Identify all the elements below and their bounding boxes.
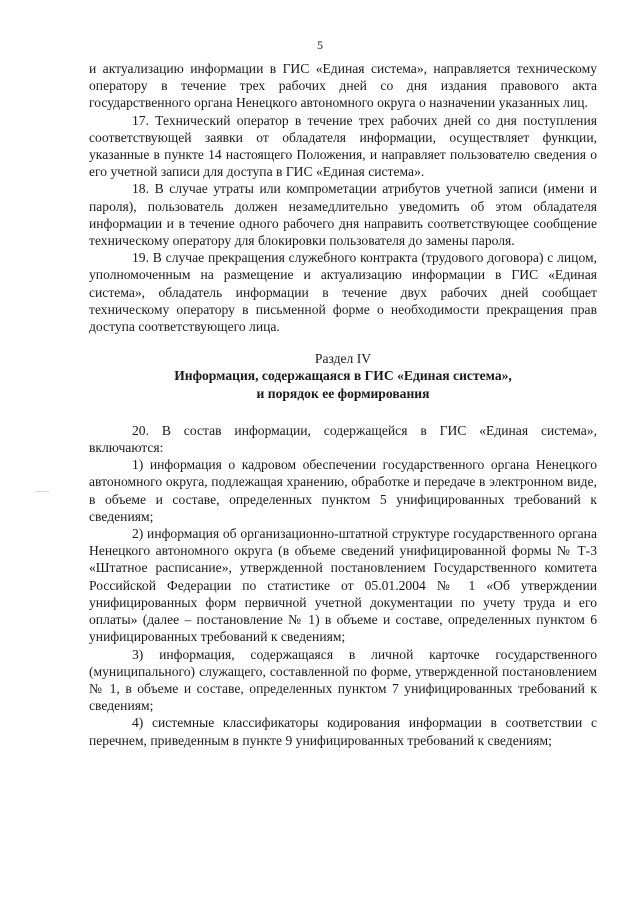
paragraph: 18. В случае утраты или компрометации атрибутов учетной записи (имени и пароля), пользователь должен незамедлительно уведомить об этом обладателя информации и в течение одного рабочего дня направить соответствующее сообщение техническому оператору для блокировки пользователя до замены пароля. bbox=[89, 181, 597, 249]
section-heading-line2: и порядок ее формирования bbox=[256, 385, 430, 401]
paragraph: 1) информация о кадровом обеспечении государственного органа Ненецкого автономного округа, подлежащая хранению, обработке и передаче в электронном виде, в объеме и составе, определенных пунктом 5 унифицированных требований к сведениям; bbox=[89, 457, 597, 524]
paragraphs-after-section bbox=[89, 422, 597, 749]
paragraph: 17. Технический оператор в течение трех рабочих дней со дня поступления соответствующей заявки от обладателя информации, осуществляет функции, указанные в пункте 14 настоящего Положения, и направляет пользователю сведения о его учетной записи для доступа в ГИС «Единая система». bbox=[89, 112, 597, 180]
page-number: 5 bbox=[317, 38, 323, 52]
paragraph: и актуализацию информации в ГИС «Единая система», направляется техническому оператору в течение трех рабочих дней со дня издания правового акта государственного органа Ненецкого автономного округа о назначении указанных лиц. bbox=[89, 61, 597, 111]
section-label: Раздел IV bbox=[314, 351, 372, 367]
paragraph: 19. В случае прекращения служебного контракта (трудового договора) с лицом, уполномоченным на размещение и актуализацию информации в ГИС «Единая система», обладатель информации в течение двух рабочих дней сообщает техническому оператору в письменной форме о необходимости прекращения прав доступа соответствующего лица. bbox=[89, 250, 597, 335]
paragraph: 20. В состав информации, содержащейся в ГИС «Единая система», включаются: bbox=[89, 422, 597, 456]
paragraph: 4) системные классификаторы кодирования информации в соответствии с перечнем, приведенным в пункте 9 унифицированных требований к сведениям; bbox=[89, 715, 597, 748]
paragraph: 3) информация, содержащаяся в личной карточке государственного (муниципального) служащего, составленной по форме, утвержденной постановлением № 1, в объеме и составе, определенных пунктом 7 унифицированных требований к сведениям; bbox=[89, 646, 597, 714]
section-heading bbox=[89, 367, 597, 401]
paragraphs-before-section bbox=[89, 60, 597, 335]
document-body bbox=[89, 60, 597, 749]
margin-mark bbox=[35, 491, 49, 492]
paragraph: 2) информация об организационно-штатной структуре государственного органа Ненецкого автономного округа (в объеме сведений унифицированной формы № Т-3 «Штатное расписание», утвержденной постановлением Государственного комитета Российской Федерации по статистике от 05.01.2004 № 1 «Об утверждении унифицированных форм первичной учетной документации по учету труда и его оплаты» (далее – постановление № 1) в объеме и составе, определенных пунктом 6 унифицированных требований к сведениям; bbox=[89, 526, 597, 645]
section-heading-line1: Информация, содержащаяся в ГИС «Единая система», bbox=[174, 368, 512, 384]
